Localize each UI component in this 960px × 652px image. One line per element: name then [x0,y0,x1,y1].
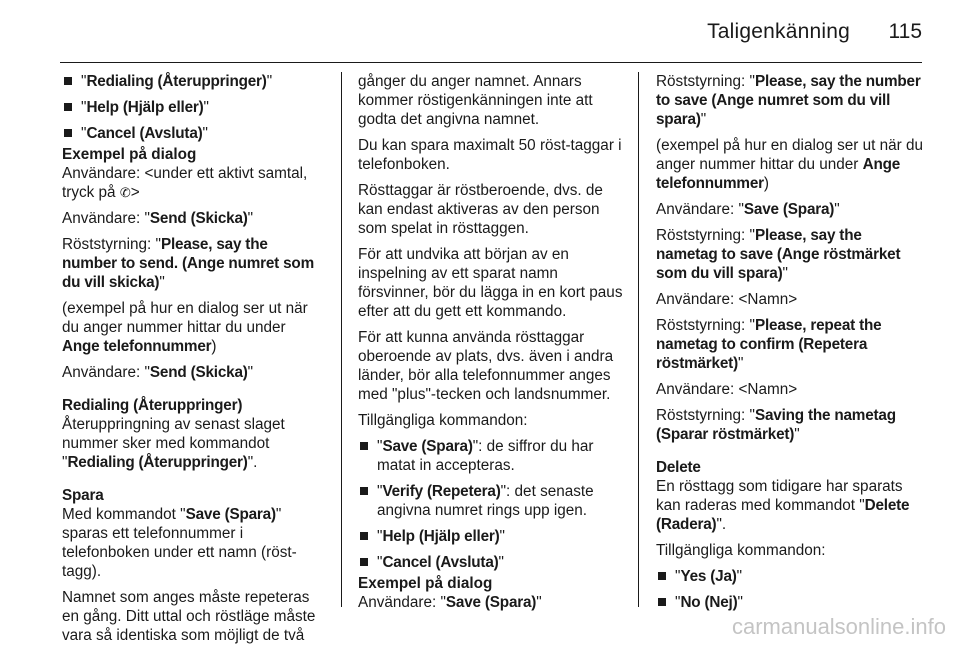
list-item: "Redialing (Återuppringer)" [62,72,326,91]
list-item: "No (Nej)" [656,593,924,612]
bullet-square-icon [64,103,72,111]
bullet-square-icon [658,572,666,580]
paragraph: Tillgängliga kommandon: [656,542,826,559]
paragraph: Användare: <under ett aktivt samtal, tryck på ✆> [62,165,308,201]
column-3 [656,72,924,619]
section-heading: Exempel på dialog [62,146,197,163]
paragraph: Användare: "Send (Skicka)" [62,210,254,227]
list-item: "Save (Spara)": de siffror du har matat in accepteras. [358,437,628,475]
list-item: "Cancel (Avsluta)" [62,124,326,143]
column-divider-1 [341,72,342,607]
page-number: 115 [888,20,922,43]
bullet-square-icon [360,558,368,566]
section-heading: Exempel på dialog [358,575,493,592]
bullet-square-icon [658,598,666,606]
paragraph: Rösttaggar är röstberoende, dvs. de kan endast aktiveras av den person som spelat in rösttaggen. [358,182,603,237]
paragraph: En rösttagg som tidigare har sparats kan raderas med kommandot "Delete (Radera)". [656,478,910,533]
page-header [60,0,922,60]
bullet-square-icon [360,532,368,540]
watermark: carmanualsonline.info [731,614,946,639]
bullet-square-icon [64,77,72,85]
paragraph: (exempel på hur en dialog ser ut när du anger nummer hittar du under Ange telefonnummer) [656,137,924,192]
column-2 [358,72,628,619]
paragraph: Användare: <Namn> [656,291,798,308]
section-heading: Spara [62,487,104,504]
paragraph: Användare: "Save (Spara)" [656,201,840,218]
phone-icon: ✆ [119,185,131,200]
list-item: "Verify (Repetera)": det senaste angivna numret rings upp igen. [358,482,628,520]
section-heading: Redialing (Återuppringer) [62,397,243,414]
paragraph: Du kan spara maximalt 50 röst-taggar i telefonboken. [358,137,622,173]
bullet-square-icon [360,487,368,495]
list-item: "Cancel (Avsluta)" [358,553,628,572]
column-divider-2 [638,72,639,607]
paragraph: gånger du anger namnet. Annars kommer röstigenkänningen inte att godta det angivna namnet. [358,73,593,128]
paragraph: (exempel på hur en dialog ser ut när du anger nummer hittar du under Ange telefonnummer) [62,300,308,355]
paragraph: Tillgängliga kommandon: [358,412,528,429]
paragraph: Användare: <Namn> [656,381,798,398]
paragraph: Röststyrning: "Saving the nametag (Sparar röstmärket)" [656,407,896,443]
paragraph: Användare: "Send (Skicka)" [62,364,254,381]
list-item: "Help (Hjälp eller)" [62,98,326,117]
page-title: Taligenkänning [707,20,850,43]
paragraph: Namnet som anges måste repeteras en gång. Ditt uttal och röstläge måste vara så identiska som möjligt de två [62,589,316,644]
section-heading: Delete [656,459,701,476]
paragraph: Röststyrning: "Please, say the nametag to save (Ange röstmärket som du vill spara)" [656,227,901,282]
paragraph: För att kunna använda rösttaggar oberoende av plats, dvs. även i andra länder, bör alla telefonnummer anges med "plus"-tecken och landsnummer. [358,329,614,403]
list-item: "Yes (Ja)" [656,567,924,586]
paragraph: Användare: "Save (Spara)" [358,594,542,611]
bullet-square-icon [360,442,368,450]
list-item: "Help (Hjälp eller)" [358,527,628,546]
paragraph: Röststyrning: "Please, repeat the nametag to confirm (Repetera röstmärket)" [656,317,882,372]
paragraph: För att undvika att början av en inspelning av ett sparat namn försvinner, bör du lägga in en kort paus efter att du gett ett kommando. [358,246,623,320]
paragraph: Röststyrning: "Please, say the number to send. (Ange numret som du vill skicka)" [62,236,314,291]
paragraph: Återuppringning av senast slaget nummer sker med kommandot "Redialing (Återuppringer)". [62,416,285,471]
column-1 [62,72,326,652]
bullet-square-icon [64,129,72,137]
header-rule [60,62,922,63]
paragraph: Med kommandot "Save (Spara)" sparas ett telefonnummer i telefonboken under ett namn (röst-tagg). [62,506,297,580]
paragraph: Röststyrning: "Please, say the number to save (Ange numret som du vill spara)" [656,73,921,128]
